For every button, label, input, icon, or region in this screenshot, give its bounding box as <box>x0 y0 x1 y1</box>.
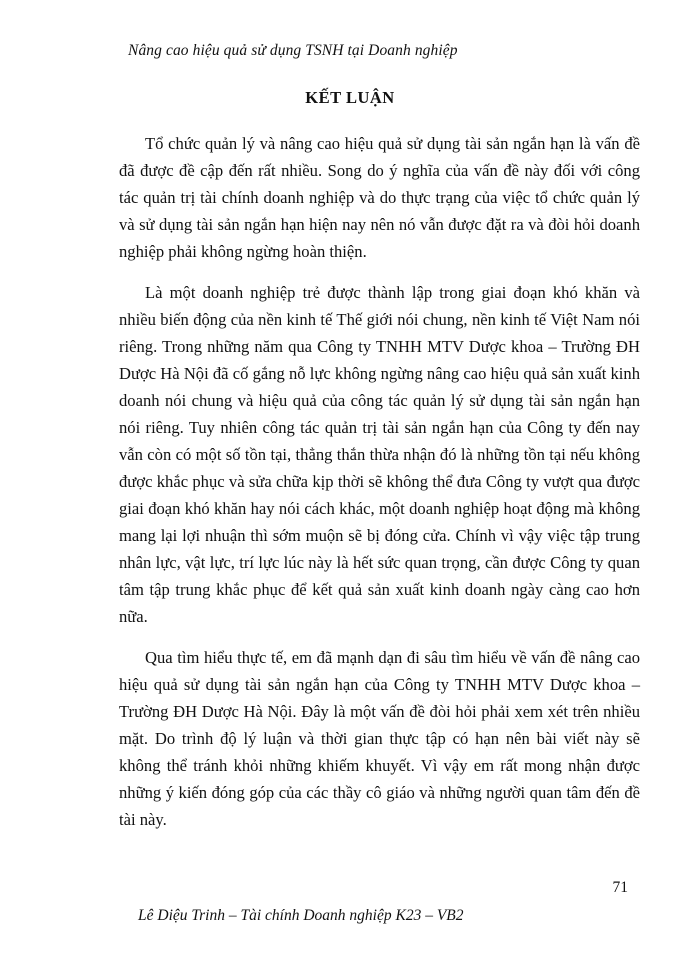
paragraph-2: Là một doanh nghiệp trẻ được thành lập trong giai đoạn khó khăn và nhiều biến động của nền kinh tế Thế giới nói chung, nền kinh tế Việt Nam nói riêng. Trong những năm qua Công ty TNHH MTV Dược khoa – Trường ĐH Dược Hà Nội đã cố gắng nỗ lực không ngừng nâng cao hiệu quả sản xuất kinh doanh nói chung và hiệu quả của công tác quản lý sử dụng tài sản ngắn hạn nói riêng. Tuy nhiên công tác quản trị tài sản ngắn hạn của Công ty đến nay vẫn còn có một số tồn tại, thẳng thắn thừa nhận đó là những tồn tại nếu không được khắc phục và sửa chữa kịp thời sẽ không thể đưa Công ty vượt qua được giai đoạn khó khăn hay nói cách khác, một doanh nghiệp hoạt động mà không mang lại lợi nhuận thì sớm muộn sẽ bị đóng cửa. Chính vì vậy việc tập trung nhân lực, vật lực, trí lực lúc này là hết sức quan trọng, cần được Công ty quan tâm tập trung khắc phục để kết quả sản xuất kinh doanh ngày càng cao hơn nữa. <box>119 283 640 626</box>
paragraph-1: Tổ chức quản lý và nâng cao hiệu quả sử dụng tài sản ngắn hạn là vấn đề đã được đề cập đến rất nhiều. Song do ý nghĩa của vấn đề này đối với công tác quản trị tài chính doanh nghiệp và do thực trạng của việc tổ chức quản lý và sử dụng tài sản ngắn hạn hiện nay nên nó vẫn được đặt ra và đòi hỏi doanh nghiệp phải không ngừng hoàn thiện. <box>119 134 640 261</box>
body-text <box>119 130 640 847</box>
paragraph-3: Qua tìm hiểu thực tế, em đã mạnh dạn đi sâu tìm hiểu về vấn đề nâng cao hiệu quả sử dụng tài sản ngắn hạn của Công ty TNHH MTV Dược khoa – Trường ĐH Dược Hà Nội. Đây là một vấn đề đòi hỏi phải xem xét trên nhiều mặt. Do trình độ lý luận và thời gian thực tập có hạn nên bài viết này sẽ không thể tránh khỏi những khiếm khuyết. Vì vậy em rất mong nhận được những ý kiến đóng góp của các thầy cô giáo và những người quan tâm đến đề tài này. <box>119 648 640 829</box>
running-header: Nâng cao hiệu quả sử dụng TSNH tại Doanh nghiệp <box>128 42 458 59</box>
page-number: 71 <box>612 879 628 896</box>
page-title: KẾT LUẬN <box>305 88 395 107</box>
running-footer: Lê Diệu Trinh – Tài chính Doanh nghiệp K23 – VB2 <box>138 907 464 924</box>
